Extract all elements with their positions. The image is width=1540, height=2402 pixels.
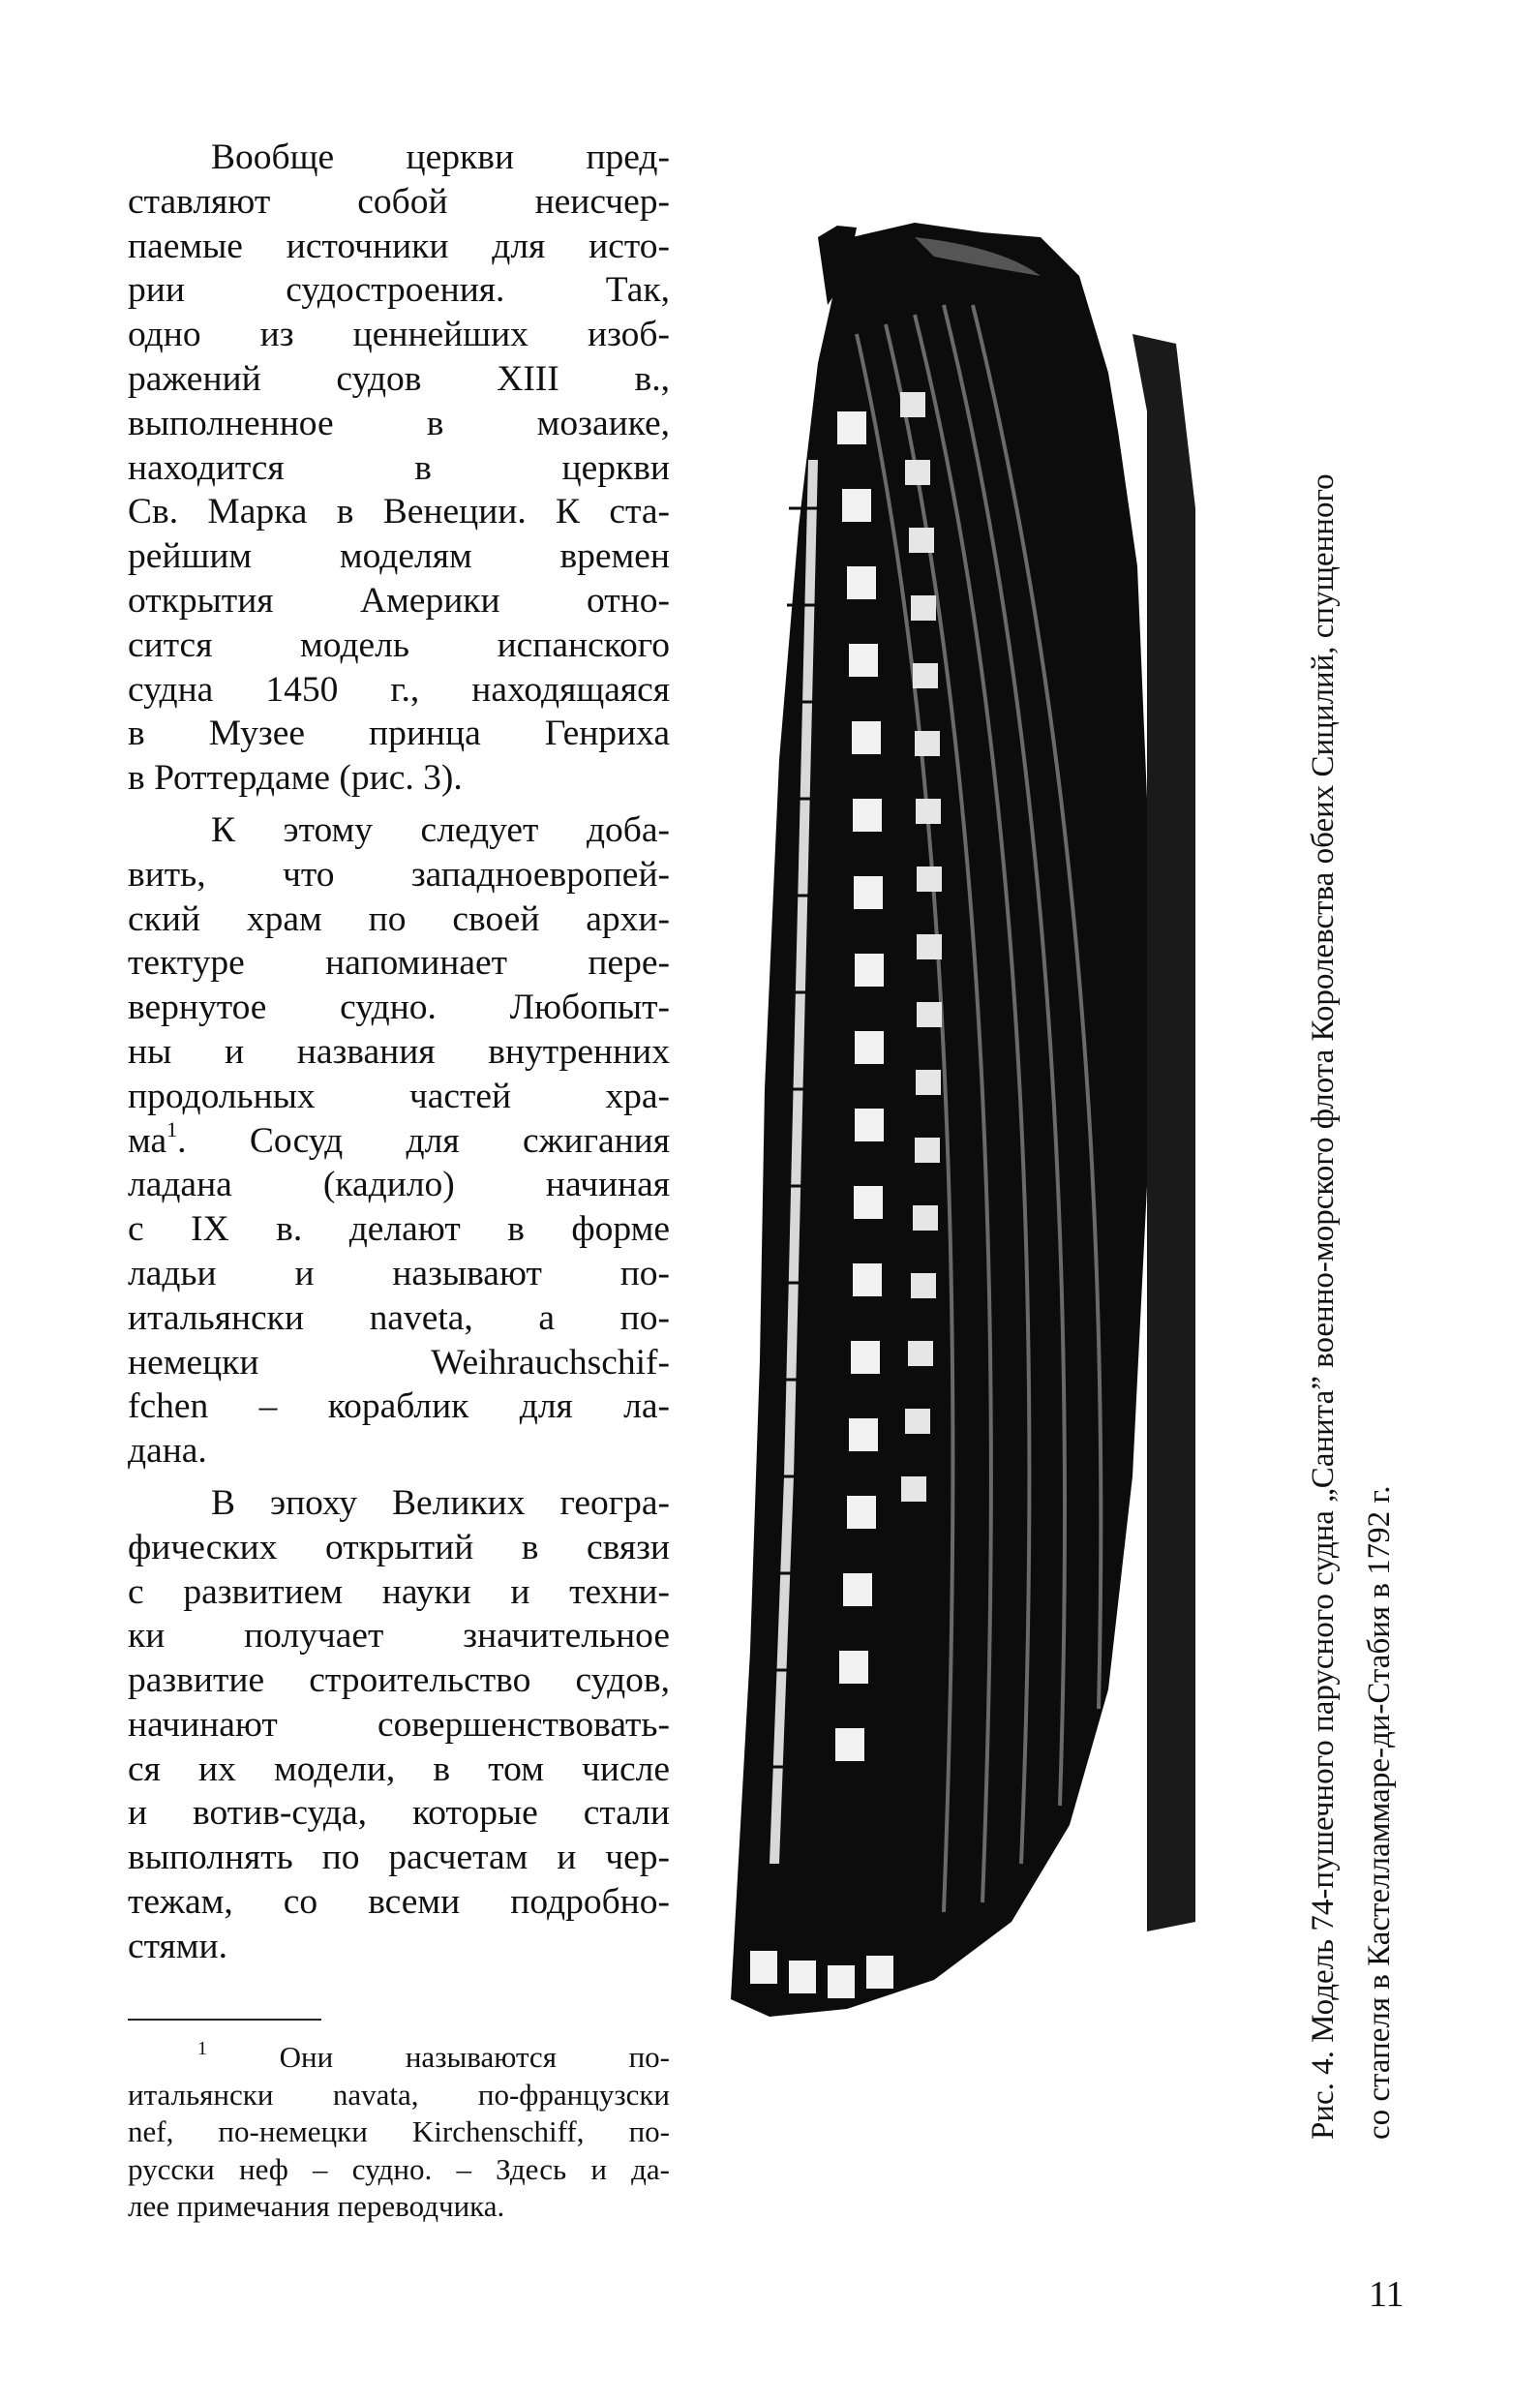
text-line: Вообще церкви пред- xyxy=(211,137,670,177)
ship-model-icon xyxy=(692,218,1234,2038)
text-line: тежам, со всеми подробно- xyxy=(128,1882,670,1923)
page-number: 11 xyxy=(1369,2274,1404,2315)
footnote-text: Они называются по- xyxy=(279,2040,670,2074)
text-line: В эпоху Великих геогра- xyxy=(211,1482,670,1523)
text-line: с IX в. делают в форме xyxy=(128,1209,670,1250)
footnote-divider xyxy=(128,2019,321,2021)
footnote-reference[interactable]: 1 xyxy=(166,1117,178,1142)
caption-line-1: Рис. 4. Модель 74-пушечного парусного судна „Санита” военно-морского флота Королевства обеих Сицилий, спущенного xyxy=(1306,473,1341,2140)
text-line: развитие строительство судов, xyxy=(128,1660,670,1701)
text-line: рейшим моделям времен xyxy=(128,536,670,577)
ref-rest: . Сосуд для сжигания xyxy=(177,1120,670,1161)
text-line: начинают совершенствовать- xyxy=(128,1704,670,1745)
footnote-line: nef, по-немецки Kirchenschiff, по- xyxy=(128,2114,670,2148)
text-line: ладьи и называют по- xyxy=(128,1253,670,1293)
text-line: вить, что западноевропей- xyxy=(128,854,670,895)
text-line: Св. Марка в Венеции. К ста- xyxy=(128,492,670,532)
text-line: продольных частей хра- xyxy=(128,1076,670,1116)
text-line: fchen – кораблик для ла- xyxy=(128,1386,670,1427)
text-line: выполнять по расчетам и чер- xyxy=(128,1838,670,1878)
text-line: паемые источники для исто- xyxy=(128,226,670,266)
text-line: находится в церкви xyxy=(128,447,670,488)
text-line: дана. xyxy=(128,1431,207,1472)
text-line: в Роттердаме (рис. 3). xyxy=(128,758,463,799)
footnote-line: лее примечания переводчика. xyxy=(128,2189,505,2223)
text-line: и вотив-суда, которые стали xyxy=(128,1793,670,1834)
text-line: ставляют собой неисчер- xyxy=(128,181,670,222)
text-line: фических открытий в связи xyxy=(128,1527,670,1567)
text-line: тектуре напоминает пере- xyxy=(128,943,670,984)
ship-model-figure xyxy=(692,218,1234,2038)
text-line: открытия Америки отно- xyxy=(128,580,670,621)
main-text-column xyxy=(128,136,670,1969)
footnote-mark: 1 xyxy=(197,2037,207,2059)
text-line: немецки Weihrauchschif- xyxy=(128,1342,670,1383)
footnote-line xyxy=(128,2039,670,2077)
footnote xyxy=(128,2039,670,2226)
text-line: судна 1450 г., находящаяся xyxy=(128,669,670,710)
text-line: одно из ценнейших изоб- xyxy=(128,315,670,355)
paragraph-2 xyxy=(128,808,670,1474)
footnote-line: итальянски navata, по-французски xyxy=(128,2077,670,2112)
text-line: выполненное в мозаике, xyxy=(128,403,670,443)
text-line: К этому следует доба- xyxy=(211,809,670,850)
text-line: ки получает значительное xyxy=(128,1616,670,1657)
paragraph-1 xyxy=(128,136,670,801)
text-line: ся их модели, в том числе xyxy=(128,1748,670,1789)
caption-line-2: со стапеля в Кастелламмаре-ди-Стабия в 1792 г. xyxy=(1362,1485,1397,2140)
text-line: в Музее принца Генриха xyxy=(128,714,670,754)
text-line: ский храм по своей архи- xyxy=(128,898,670,939)
text-line: итальянски naveta, а по- xyxy=(128,1297,670,1338)
text-line: рии судостроения. Так, xyxy=(128,270,670,311)
paragraph-3 xyxy=(128,1481,670,1969)
text-line: сится модель испанского xyxy=(128,624,670,665)
ref-word: ма xyxy=(128,1120,167,1161)
text-line: ладана (кадило) начиная xyxy=(128,1165,670,1205)
text-line: ны и названия внутренних xyxy=(128,1031,670,1072)
text-line: с развитием науки и техни- xyxy=(128,1571,670,1612)
text-line: ражений судов XIII в., xyxy=(128,358,670,399)
footnote-line: русски неф – судно. – Здесь и да- xyxy=(128,2151,670,2186)
text-line xyxy=(128,1119,670,1164)
text-line: вернутое судно. Любопыт- xyxy=(128,988,670,1028)
figure-caption xyxy=(1295,203,1407,2140)
text-line: стями. xyxy=(128,1926,227,1966)
